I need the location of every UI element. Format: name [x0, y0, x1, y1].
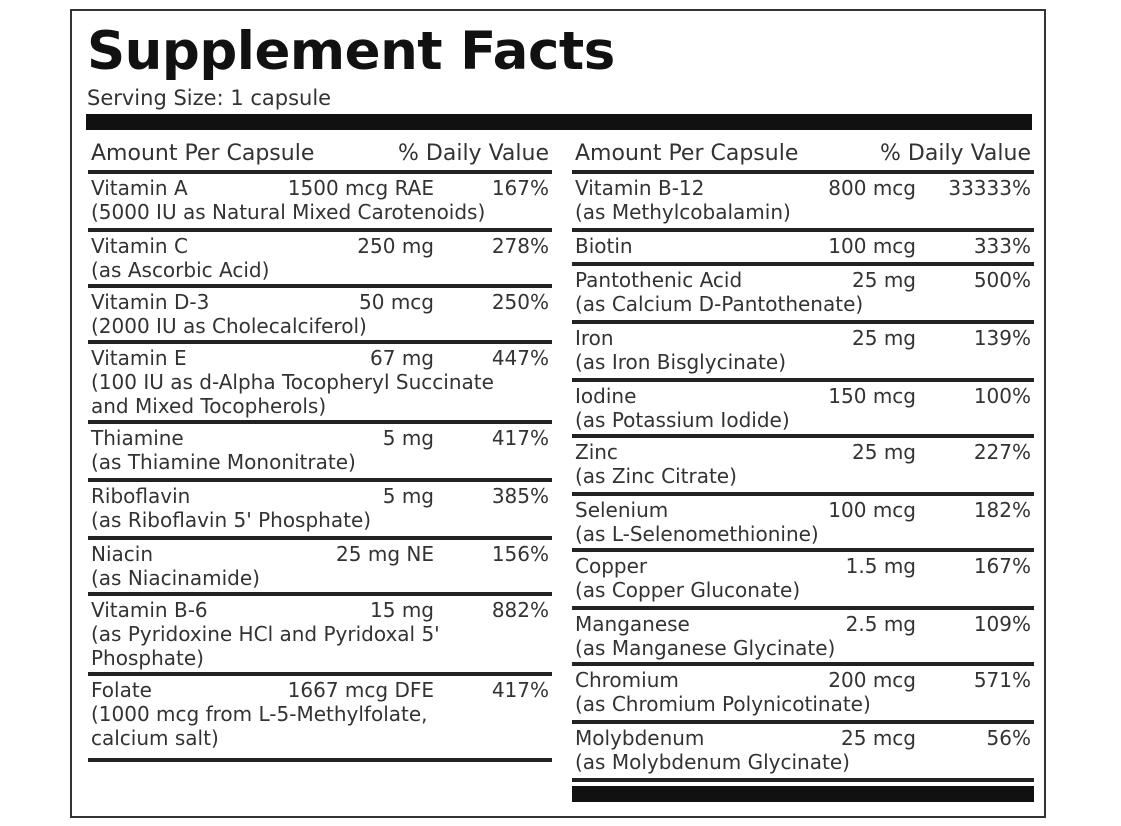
nutrient-row	[572, 324, 1034, 382]
nutrient-name: Chromium	[575, 668, 679, 692]
nutrient-row-main-line	[88, 290, 552, 314]
nutrient-amount: 25 mg	[852, 440, 916, 464]
nutrient-amount: 100 mcg	[828, 498, 916, 522]
nutrient-row	[88, 232, 552, 288]
nutrient-source-description: (as Riboflavin 5' Phosphate)	[91, 508, 372, 532]
nutrient-amount: 1667 mcg DFE	[287, 678, 434, 702]
nutrient-row-main-line	[88, 598, 552, 622]
nutrient-daily-value: 156%	[491, 542, 549, 566]
nutrient-name: Molybdenum	[575, 726, 705, 750]
nutrient-amount: 5 mg	[382, 426, 434, 450]
nutrient-name: Vitamin D-3	[91, 290, 210, 314]
nutrient-row	[88, 596, 552, 676]
nutrient-row-main-line	[88, 542, 552, 566]
nutrient-name: Vitamin C	[91, 234, 188, 258]
nutrient-daily-value: 385%	[491, 484, 549, 508]
nutrient-daily-value: 278%	[491, 234, 549, 258]
nutrient-row-main-line	[88, 426, 552, 450]
nutrient-name: Vitamin B-12	[575, 176, 705, 200]
amount-per-capsule-heading: Amount Per Capsule	[575, 141, 799, 166]
nutrient-row-main-line	[572, 668, 1034, 692]
nutrient-row-main-line	[572, 384, 1034, 408]
nutrient-source-description: (as Zinc Citrate)	[575, 464, 737, 488]
nutrient-row-main-line	[88, 678, 552, 702]
daily-value-heading: % Daily Value	[880, 141, 1031, 166]
nutrient-daily-value: 167%	[491, 176, 549, 200]
right-column	[572, 138, 1034, 782]
nutrient-source-description: (as Thiamine Mononitrate)	[91, 450, 356, 474]
nutrient-daily-value: 100%	[973, 384, 1031, 408]
nutrient-row	[572, 438, 1034, 496]
nutrient-name: Manganese	[575, 612, 690, 636]
nutrient-row-main-line	[572, 554, 1034, 578]
nutrient-source-description: (as Molybdenum Glycinate)	[575, 750, 850, 774]
nutrient-amount: 100 mcg	[828, 234, 916, 258]
nutrient-amount: 250 mg	[357, 234, 434, 258]
nutrient-row-main-line	[88, 234, 552, 258]
footer-divider-bar	[572, 786, 1034, 802]
nutrient-row	[572, 552, 1034, 610]
nutrient-amount: 150 mcg	[828, 384, 916, 408]
nutrient-name: Iron	[575, 326, 614, 350]
nutrient-row	[572, 382, 1034, 438]
daily-value-heading: % Daily Value	[398, 141, 549, 166]
nutrient-amount: 25 mg NE	[336, 542, 434, 566]
right-column-header	[572, 138, 1034, 174]
nutrient-row	[88, 344, 552, 424]
left-column	[88, 138, 552, 762]
nutrient-amount: 15 mg	[370, 598, 434, 622]
nutrient-amount: 200 mcg	[828, 668, 916, 692]
left-nutrient-list	[88, 174, 552, 762]
nutrient-row	[88, 424, 552, 482]
nutrient-amount: 25 mg	[852, 326, 916, 350]
serving-size: Serving Size: 1 capsule	[87, 86, 332, 110]
nutrient-daily-value: 417%	[491, 426, 549, 450]
nutrient-amount: 25 mg	[852, 268, 916, 292]
left-column-header	[88, 138, 552, 174]
nutrient-row-main-line	[572, 440, 1034, 464]
nutrient-daily-value: 447%	[491, 346, 549, 370]
nutrient-source-description: (as Manganese Glycinate)	[575, 636, 836, 660]
nutrient-daily-value: 333%	[973, 234, 1031, 258]
nutrient-source-description: (as Pyridoxine HCl and Pyridoxal 5' Phosphate)	[91, 622, 440, 670]
nutrient-row	[572, 174, 1034, 232]
nutrient-row	[572, 496, 1034, 552]
nutrient-daily-value: 56%	[986, 726, 1031, 750]
nutrient-daily-value: 882%	[491, 598, 549, 622]
nutrient-row-main-line	[88, 346, 552, 370]
nutrient-row-main-line	[572, 234, 1034, 258]
nutrient-daily-value: 167%	[973, 554, 1031, 578]
nutrient-daily-value: 109%	[973, 612, 1031, 636]
nutrient-row	[88, 540, 552, 596]
nutrient-row-main-line	[572, 726, 1034, 750]
nutrient-row	[572, 724, 1034, 782]
nutrient-source-description: (as L-Selenomethionine)	[575, 522, 819, 546]
header-divider-bar	[86, 114, 1032, 130]
nutrient-amount: 2.5 mg	[845, 612, 916, 636]
nutrient-daily-value: 250%	[491, 290, 549, 314]
nutrient-row	[572, 666, 1034, 724]
nutrient-source-description: (as Methylcobalamin)	[575, 200, 791, 224]
nutrient-row	[572, 232, 1034, 266]
nutrient-name: Selenium	[575, 498, 669, 522]
nutrient-source-description: (2000 IU as Cholecalciferol)	[91, 314, 367, 338]
nutrient-amount: 1500 mcg RAE	[287, 176, 434, 200]
nutrient-name: Riboflavin	[91, 484, 191, 508]
nutrient-amount: 25 mcg	[841, 726, 916, 750]
nutrient-name: Biotin	[575, 234, 633, 258]
nutrient-daily-value: 417%	[491, 678, 549, 702]
nutrient-row-main-line	[572, 176, 1034, 200]
nutrient-source-description: (as Iron Bisglycinate)	[575, 350, 787, 374]
nutrient-daily-value: 500%	[973, 268, 1031, 292]
amount-per-capsule-heading: Amount Per Capsule	[91, 141, 315, 166]
nutrient-daily-value: 571%	[973, 668, 1031, 692]
nutrient-name: Copper	[575, 554, 648, 578]
nutrient-name: Iodine	[575, 384, 637, 408]
nutrient-name: Pantothenic Acid	[575, 268, 743, 292]
nutrient-source-description: (as Ascorbic Acid)	[91, 258, 270, 282]
nutrient-name: Vitamin E	[91, 346, 187, 370]
nutrient-name: Vitamin A	[91, 176, 188, 200]
nutrient-row	[88, 174, 552, 232]
nutrient-row-main-line	[88, 484, 552, 508]
nutrient-daily-value: 182%	[973, 498, 1031, 522]
nutrient-source-description: (as Potassium Iodide)	[575, 408, 790, 432]
nutrient-row	[572, 610, 1034, 666]
nutrient-amount: 800 mcg	[828, 176, 916, 200]
nutrient-daily-value: 227%	[973, 440, 1031, 464]
nutrient-row-main-line	[88, 176, 552, 200]
nutrient-amount: 5 mg	[382, 484, 434, 508]
nutrient-source-description: (as Copper Gluconate)	[575, 578, 801, 602]
nutrient-name: Zinc	[575, 440, 618, 464]
right-nutrient-list	[572, 174, 1034, 782]
nutrient-amount: 1.5 mg	[845, 554, 916, 578]
nutrient-row	[88, 676, 552, 762]
nutrient-amount: 50 mcg	[359, 290, 434, 314]
nutrient-row-main-line	[572, 612, 1034, 636]
nutrient-daily-value: 139%	[973, 326, 1031, 350]
panel-title: Supplement Facts	[87, 21, 615, 82]
nutrient-daily-value: 33333%	[948, 176, 1031, 200]
nutrient-source-description: (as Chromium Polynicotinate)	[575, 692, 871, 716]
nutrient-row-main-line	[572, 326, 1034, 350]
nutrient-source-description: (as Niacinamide)	[91, 566, 260, 590]
nutrient-source-description: (1000 mcg from L-5-Methylfolate, calcium salt)	[91, 702, 428, 750]
nutrient-source-description: (5000 IU as Natural Mixed Carotenoids)	[91, 200, 486, 224]
nutrient-row-main-line	[572, 498, 1034, 522]
nutrient-row	[88, 288, 552, 344]
nutrient-amount: 67 mg	[370, 346, 434, 370]
nutrient-row-main-line	[572, 268, 1034, 292]
nutrient-source-description: (100 IU as d-Alpha Tocopheryl Succinate and Mixed Tocopherols)	[91, 370, 494, 418]
nutrient-name: Thiamine	[91, 426, 184, 450]
nutrient-row	[572, 266, 1034, 324]
nutrient-source-description: (as Calcium D-Pantothenate)	[575, 292, 864, 316]
nutrient-row	[88, 482, 552, 540]
nutrient-name: Folate	[91, 678, 152, 702]
nutrient-name: Vitamin B-6	[91, 598, 208, 622]
nutrient-name: Niacin	[91, 542, 154, 566]
